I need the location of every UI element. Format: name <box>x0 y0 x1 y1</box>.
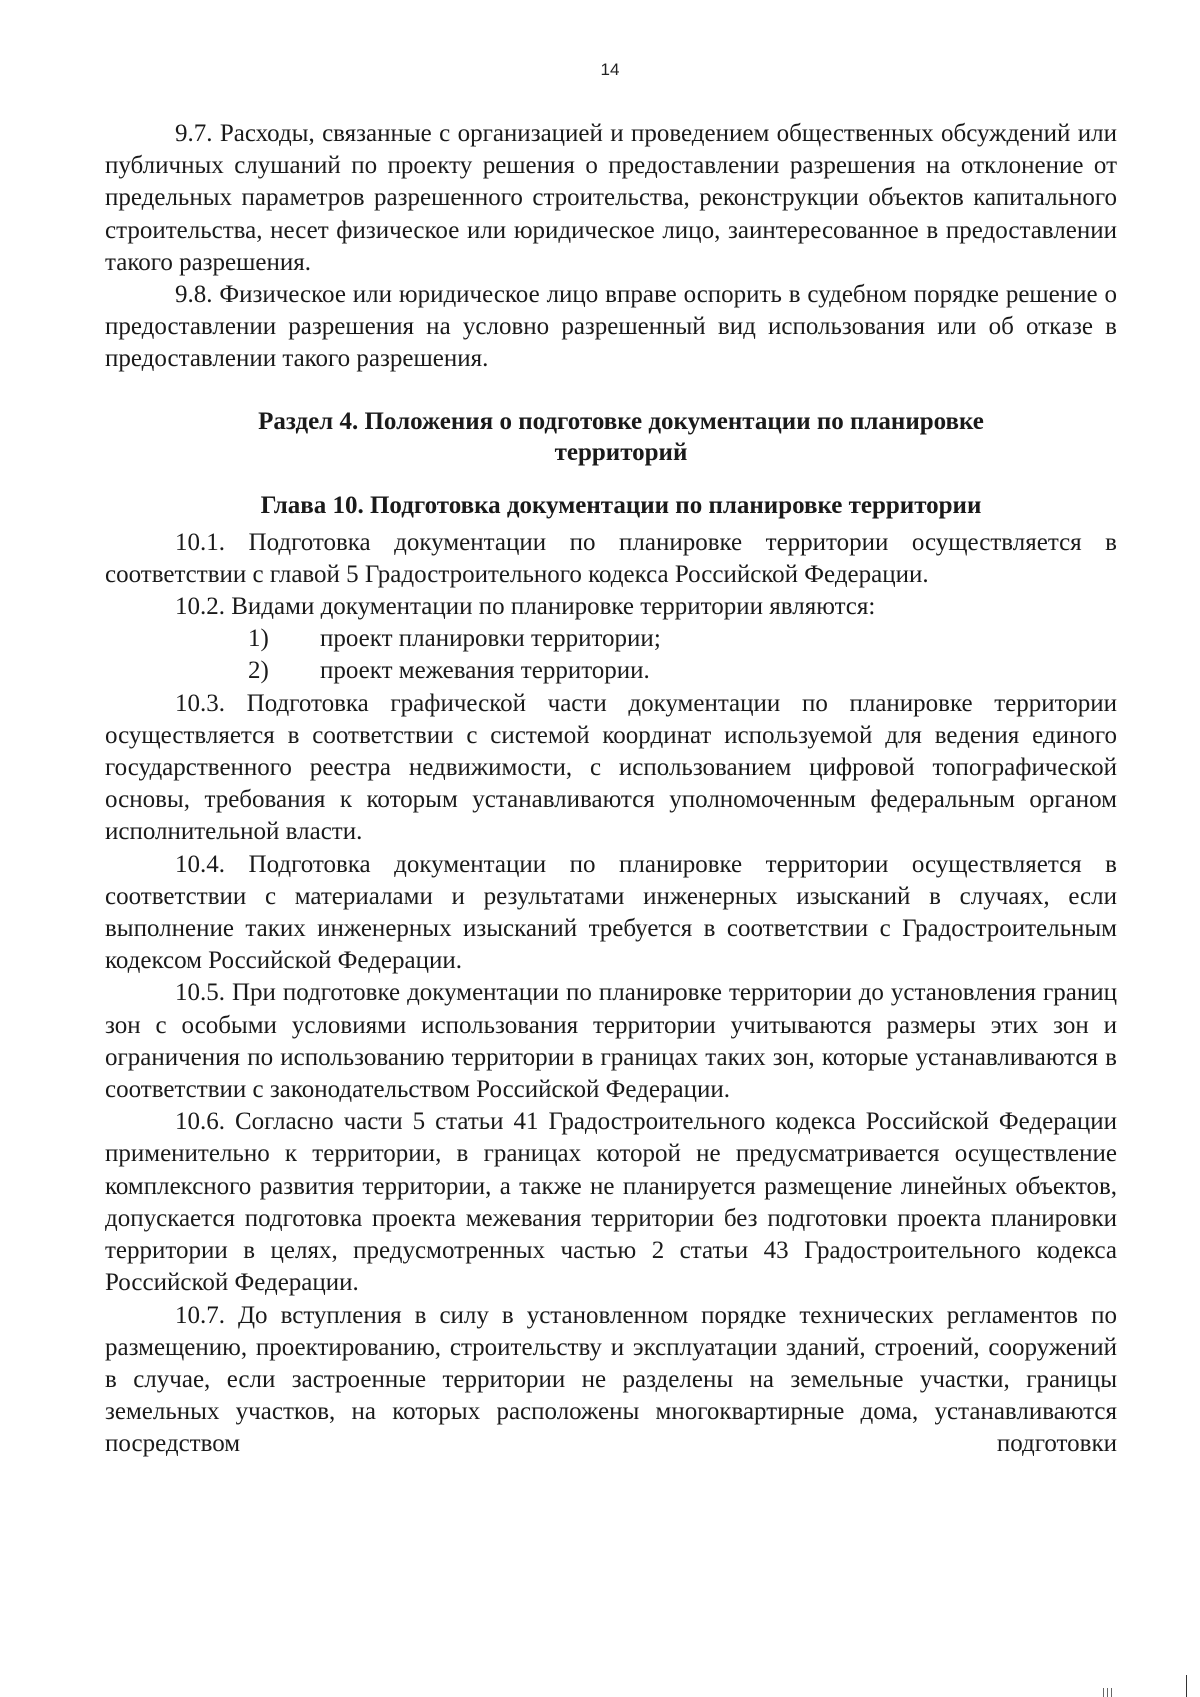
scan-artifact <box>1107 1688 1108 1697</box>
paragraph-10-2: 10.2. Видами документации по планировке территории являются: <box>175 593 876 621</box>
list-item-text: проект планировки территории; <box>320 625 661 653</box>
paragraph-10-1: 10.1. Подготовка документации по планировке территории осуществляется в соответствии с главой 5 Градостроительного кодекса Российской Федерации. <box>105 528 1117 588</box>
paragraph-9-8: 9.8. Физическое или юридическое лицо вправе оспорить в судебном порядке решение о предоставлении разрешения на условно разрешенный вид использования или об отказе в предоставлении такого разрешения. <box>105 281 1117 373</box>
page-number: 14 <box>600 60 620 79</box>
list-item-text: проект межевания территории. <box>320 657 650 685</box>
scan-artifact <box>1111 1688 1112 1697</box>
scan-artifact <box>1103 1688 1104 1697</box>
scan-artifact <box>1186 1675 1187 1697</box>
list-item-number: 2) <box>248 657 269 685</box>
section-heading-line-1: Раздел 4. Положения о подготовке документации по планировке <box>258 407 984 435</box>
paragraph-9-7: 9.7. Расходы, связанные с организацией и проведением общественных обсуждений или публичных слушаний по проекту решения о предоставлении разрешения на отклонение от предельных параметров разрешенного строительства, реконструкции объектов капитального строительства, несет физическое или юридическое лицо, заинтересованное в предоставлении такого разрешения. <box>105 120 1117 276</box>
list-item <box>105 623 1117 655</box>
list-item-number: 1) <box>248 625 269 653</box>
paragraph-10-7: 10.7. До вступления в силу в установленном порядке технических регламентов по размещению, проектированию, строительству и эксплуатации зданий, строений, сооружений в случае, если застроенные территории не разделены на земельные участки, границы земельных участков, на которых расположены многоквартирные дома, устанавливаются посредством подготовки <box>105 1301 1117 1458</box>
paragraph-10-6: 10.6. Согласно части 5 статьи 41 Градостроительного кодекса Российской Федерации применительно к территории, в границах которой не предусматривается осуществление комплексного развития территории, а также не планируется размещение линейных объектов, допускается подготовка проекта межевания территории без подготовки проекта планировки территории в целях, предусмотренных частью 2 статьи 43 Градостроительного кодекса Российской Федерации. <box>105 1108 1117 1297</box>
paragraph-10-3: 10.3. Подготовка графической части документации по планировке территории осуществляется в соответствии с системой координат используемой для ведения единого государственного реестра недвижимости, с использованием цифровой топографической основы, требования к которым устанавливаются уполномоченным федеральным органом исполнительной власти. <box>105 689 1117 846</box>
paragraph-10-4: 10.4. Подготовка документации по планировке территории осуществляется в соответствии с материалами и результатами инженерных изысканий в случаях, если выполнение таких инженерных изысканий требуется в соответствии с Градостроительным кодексом Российской Федерации. <box>105 850 1117 975</box>
list-item <box>105 655 1117 687</box>
section-heading <box>105 406 1117 468</box>
chapter-heading: Глава 10. Подготовка документации по планировке территории <box>260 491 982 519</box>
section-heading-line-2: территорий <box>554 438 688 466</box>
page-content <box>105 118 1117 1461</box>
paragraph-10-5: 10.5. При подготовке документации по планировке территории до установления границ зон с особыми условиями использования территории учитываются размеры этих зон и ограничения по использованию территории в границах таких зон, которые устанавливаются в соответствии с законодательством Российской Федерации. <box>105 979 1117 1104</box>
